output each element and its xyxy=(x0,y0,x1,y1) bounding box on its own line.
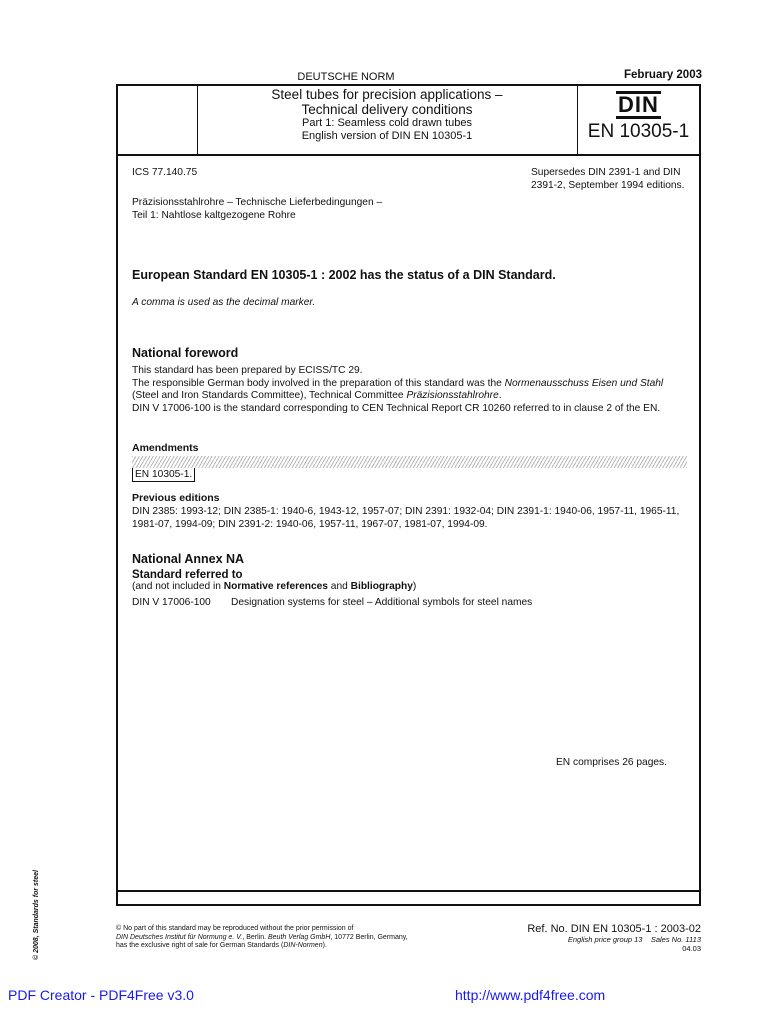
copyright-line-1: © No part of this standard may be reproduced without the prior permission of xyxy=(116,925,354,932)
foreword-p3: DIN V 17006-100 is the standard corresponding to CEN Technical Report CR 10260 referred to in clause 2 of the EN. xyxy=(132,402,661,414)
publisher-address: , 10772 Berlin, Germany, xyxy=(330,933,408,941)
annex-note-end: ) xyxy=(412,581,417,592)
pdf4free-link[interactable]: http://www.pdf4free.com xyxy=(455,987,606,1003)
copyright-line-2 xyxy=(116,934,476,943)
publication-date: February 2003 xyxy=(624,69,702,81)
document-type-label: DEUTSCHE NORM xyxy=(297,71,395,83)
bottom-divider xyxy=(116,890,701,892)
foreword-body xyxy=(132,365,690,415)
copyright-notice xyxy=(116,925,476,951)
german-title-line-2: Teil 1: Nahtlose kaltgezogene Rohre xyxy=(132,209,296,221)
foreword-p2-text: The responsible German body involved in the preparation of this standard was the xyxy=(132,377,505,389)
annex-heading: National Annex NA xyxy=(132,552,245,566)
bibliography-label: Bibliography xyxy=(350,581,413,592)
standard-id-block xyxy=(578,88,699,143)
side-copyright: © 2008, Standards for steel xyxy=(33,870,40,960)
normative-references-label: Normative references xyxy=(223,581,328,592)
copyright-line-3 xyxy=(116,942,476,951)
foreword-p2 xyxy=(132,378,690,403)
page-count-note: EN comprises 26 pages. xyxy=(556,757,667,768)
pdf-creator-label: PDF Creator - PDF4Free v3.0 xyxy=(8,987,194,1003)
reference-block xyxy=(470,923,701,953)
title-block xyxy=(198,87,576,142)
reference-number: Ref. No. DIN EN 10305-1 : 2003-02 xyxy=(527,923,701,935)
din-logo: DIN xyxy=(618,92,659,117)
committee-name: Normenausschuss Eisen und Stahl xyxy=(504,377,664,389)
foreword-p1: This standard has been prepared by ECISS/TC 29. xyxy=(132,365,363,376)
annex-note-text: (and not included in xyxy=(132,581,224,592)
din-institute-name: DIN Deutsches Institut für Normung e. V. xyxy=(116,933,243,941)
annex-note xyxy=(132,581,416,594)
price-group: English price group 13 xyxy=(567,935,643,944)
title-line-1: Steel tubes for precision applications – xyxy=(271,87,503,102)
decimal-marker-note: A comma is used as the decimal marker. xyxy=(132,297,316,308)
struck-out-text xyxy=(132,456,687,468)
ics-code: ICS 77.140.75 xyxy=(132,167,198,178)
german-title xyxy=(132,197,462,222)
status-heading: European Standard EN 10305-1 : 2002 has the status of a DIN Standard. xyxy=(132,268,556,282)
supersedes-note: Supersedes DIN 2391-1 and DIN 2391-2, September 1994 editions. xyxy=(531,167,685,191)
previous-editions-text: DIN 2385: 1993-12; DIN 2385-1: 1940-6, 1943-12, 1957-07; DIN 2391: 1932-04; DIN 2391-1: 1940-06, 1957-11, 1965-11, 1981-07, 1994-09; DIN 2391-2: 1940-06, 1957-11, 1967-07, 1981-07, 1994-09. xyxy=(132,506,680,530)
annex-subheading: Standard referred to xyxy=(132,569,243,581)
foreword-heading: National foreword xyxy=(132,346,239,360)
edition-code: 04.03 xyxy=(682,944,701,953)
title-divider xyxy=(116,154,701,156)
amendments-heading: Amendments xyxy=(132,442,199,454)
din-normen-label: DIN-Normen xyxy=(283,942,323,949)
copyright-end: ). xyxy=(322,942,327,949)
title-line-4: English version of DIN EN 10305-1 xyxy=(301,129,473,142)
annex-note-and: and xyxy=(327,581,351,592)
technical-committee-name: Präzisionsstahlrohre xyxy=(406,390,499,401)
sales-number: Sales No. 1113 xyxy=(650,935,701,944)
copyright-text: , Berlin. xyxy=(242,933,268,941)
referenced-standard-title: Designation systems for steel – Additional symbols for steel names xyxy=(231,597,533,608)
price-sales-line xyxy=(470,935,701,944)
title-line-2: Technical delivery conditions xyxy=(301,102,473,118)
foreword-p2-text-2: (Steel and Iron Standards Committee), Technical Committee xyxy=(132,390,407,401)
standard-number: EN 10305-1 xyxy=(587,121,690,142)
referenced-standard-code: DIN V 17006-100 xyxy=(132,597,211,608)
publisher-name: Beuth Verlag GmbH xyxy=(268,933,331,941)
copyright-text-3: has the exclusive right of sale for German Standards ( xyxy=(116,942,284,949)
german-title-line-1: Präzisionsstahlrohre – Technische Lieferbedingungen – xyxy=(132,197,383,208)
title-line-3: Part 1: Seamless cold drawn tubes xyxy=(302,117,472,130)
foreword-p2-end: . xyxy=(498,390,502,401)
amendments-text: EN 10305-1. xyxy=(132,468,195,482)
previous-editions-heading: Previous editions xyxy=(132,492,220,504)
